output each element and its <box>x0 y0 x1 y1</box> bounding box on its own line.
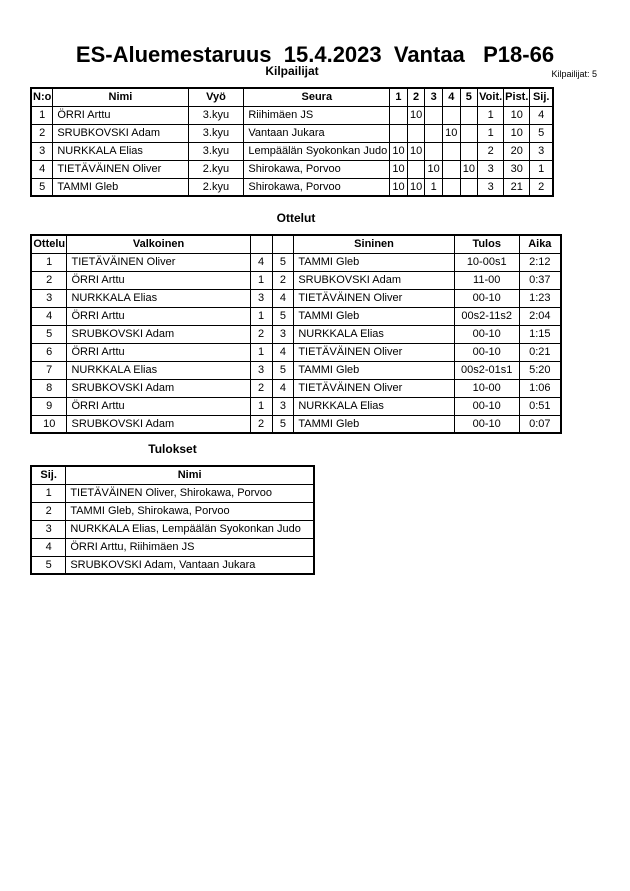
white-competitor-number: 2 <box>250 379 272 397</box>
match-number: 1 <box>31 253 67 271</box>
blue-competitor-name: NURKKALA Elias <box>294 325 454 343</box>
match-row <box>31 397 561 415</box>
section-title-tulokset: Tulokset <box>148 442 197 456</box>
results-table <box>30 465 315 575</box>
result-row <box>31 538 314 556</box>
match-number: 3 <box>31 289 67 307</box>
match-time: 2:12 <box>519 253 561 271</box>
score-vs-4 <box>442 160 460 178</box>
blue-competitor-name: TAMMI Gleb <box>294 307 454 325</box>
match-result: 10-00s1 <box>454 253 519 271</box>
result-place: 3 <box>31 520 66 538</box>
match-time: 2:04 <box>519 307 561 325</box>
match-row <box>31 271 561 289</box>
score-vs-2 <box>407 160 425 178</box>
result-name: NURKKALA Elias, Lempäälän Syokonkan Judo <box>66 520 314 538</box>
blue-competitor-number: 4 <box>272 289 294 307</box>
score-vs-4: 10 <box>442 124 460 142</box>
competitor-points: 21 <box>504 178 530 196</box>
competitor-club: Vantaan Jukara <box>244 124 390 142</box>
match-number: 9 <box>31 397 67 415</box>
match-result: 00-10 <box>454 343 519 361</box>
white-competitor-name: SRUBKOVSKI Adam <box>67 415 250 433</box>
column-header-blue: Sininen <box>294 235 454 253</box>
column-header-opp5: 5 <box>460 88 478 106</box>
score-vs-3 <box>425 106 443 124</box>
match-time: 5:20 <box>519 361 561 379</box>
blue-competitor-name: TIETÄVÄINEN Oliver <box>294 379 454 397</box>
competitor-row <box>31 124 553 142</box>
section-title-ottelut: Ottelut <box>276 211 316 225</box>
match-result: 11-00 <box>454 271 519 289</box>
competitor-place: 2 <box>530 178 553 196</box>
white-competitor-name: ÖRRI Arttu <box>67 343 250 361</box>
match-row <box>31 379 561 397</box>
result-place: 1 <box>31 484 66 502</box>
white-competitor-name: SRUBKOVSKI Adam <box>67 379 250 397</box>
blue-competitor-number: 5 <box>272 415 294 433</box>
column-header-result: Tulos <box>454 235 519 253</box>
blue-competitor-name: TIETÄVÄINEN Oliver <box>294 289 454 307</box>
blue-competitor-number: 3 <box>272 325 294 343</box>
score-vs-1: 10 <box>390 142 408 160</box>
match-number: 4 <box>31 307 67 325</box>
blue-competitor-name: TAMMI Gleb <box>294 415 454 433</box>
score-vs-4 <box>442 142 460 160</box>
result-place: 5 <box>31 556 66 574</box>
competitor-place: 5 <box>530 124 553 142</box>
column-header-match: Ottelu <box>31 235 67 253</box>
match-row <box>31 361 561 379</box>
column-header-blue-number <box>272 235 294 253</box>
competitor-wins: 3 <box>478 160 504 178</box>
competitor-belt: 3.kyu <box>188 124 244 142</box>
match-result: 00s2-11s2 <box>454 307 519 325</box>
column-header-place: Sij. <box>530 88 553 106</box>
blue-competitor-name: SRUBKOVSKI Adam <box>294 271 454 289</box>
section-matches <box>30 211 562 434</box>
matches-header-row <box>31 235 561 253</box>
blue-competitor-name: NURKKALA Elias <box>294 397 454 415</box>
column-header-opp2: 2 <box>407 88 425 106</box>
competitor-wins: 3 <box>478 178 504 196</box>
match-time: 0:51 <box>519 397 561 415</box>
blue-competitor-name: TAMMI Gleb <box>294 253 454 271</box>
match-time: 1:06 <box>519 379 561 397</box>
competitor-belt: 3.kyu <box>188 106 244 124</box>
score-vs-2: 10 <box>407 142 425 160</box>
column-header-club: Seura <box>244 88 390 106</box>
white-competitor-number: 2 <box>250 325 272 343</box>
score-vs-1: 10 <box>390 178 408 196</box>
competitors-header-row <box>31 88 553 106</box>
white-competitor-number: 1 <box>250 271 272 289</box>
match-time: 0:37 <box>519 271 561 289</box>
white-competitor-name: NURKKALA Elias <box>67 361 250 379</box>
white-competitor-name: ÖRRI Arttu <box>67 271 250 289</box>
match-time: 1:15 <box>519 325 561 343</box>
score-vs-1 <box>390 124 408 142</box>
match-number: 10 <box>31 415 67 433</box>
result-name: TAMMI Gleb, Shirokawa, Porvoo <box>66 502 314 520</box>
match-time: 1:23 <box>519 289 561 307</box>
blue-competitor-number: 5 <box>272 361 294 379</box>
competitor-name: TAMMI Gleb <box>53 178 188 196</box>
match-number: 8 <box>31 379 67 397</box>
score-vs-5 <box>460 142 478 160</box>
blue-competitor-number: 5 <box>272 307 294 325</box>
competitor-name: NURKKALA Elias <box>53 142 188 160</box>
column-header-wins: Voit. <box>478 88 504 106</box>
result-place: 4 <box>31 538 66 556</box>
competitor-number: 5 <box>31 178 53 196</box>
match-result: 00-10 <box>454 325 519 343</box>
competitor-points: 20 <box>504 142 530 160</box>
match-row <box>31 343 561 361</box>
white-competitor-number: 3 <box>250 289 272 307</box>
match-number: 7 <box>31 361 67 379</box>
column-header-opp3: 3 <box>425 88 443 106</box>
competitor-number: 1 <box>31 106 53 124</box>
match-time: 0:21 <box>519 343 561 361</box>
match-result: 00s2-01s1 <box>454 361 519 379</box>
score-vs-3 <box>425 142 443 160</box>
competitor-name: SRUBKOVSKI Adam <box>53 124 188 142</box>
match-row <box>31 307 561 325</box>
competitor-club: Shirokawa, Porvoo <box>244 178 390 196</box>
competitor-wins: 2 <box>478 142 504 160</box>
score-vs-2: 10 <box>407 106 425 124</box>
white-competitor-name: ÖRRI Arttu <box>67 397 250 415</box>
match-row <box>31 415 561 433</box>
competitor-club: Riihimäen JS <box>244 106 390 124</box>
competitor-wins: 1 <box>478 124 504 142</box>
competitor-belt: 2.kyu <box>188 160 244 178</box>
column-header-time: Aika <box>519 235 561 253</box>
competitors-table <box>30 87 554 197</box>
match-number: 2 <box>31 271 67 289</box>
competitor-points: 30 <box>504 160 530 178</box>
match-row <box>31 325 561 343</box>
white-competitor-number: 1 <box>250 397 272 415</box>
score-vs-5 <box>460 178 478 196</box>
competitor-row <box>31 160 553 178</box>
blue-competitor-name: TIETÄVÄINEN Oliver <box>294 343 454 361</box>
section-title-kilpailijat: Kilpailijat <box>265 64 319 78</box>
result-name: SRUBKOVSKI Adam, Vantaan Jukara <box>66 556 314 574</box>
competitor-name: TIETÄVÄINEN Oliver <box>53 160 188 178</box>
white-competitor-name: TIETÄVÄINEN Oliver <box>67 253 250 271</box>
column-header-name: Nimi <box>53 88 188 106</box>
white-competitor-number: 2 <box>250 415 272 433</box>
result-row <box>31 502 314 520</box>
competitor-number: 3 <box>31 142 53 160</box>
match-row <box>31 289 561 307</box>
result-row <box>31 556 314 574</box>
competitor-club: Lempäälän Syokonkan Judo <box>244 142 390 160</box>
match-result: 00-10 <box>454 415 519 433</box>
results-header-row <box>31 466 314 484</box>
score-vs-1 <box>390 106 408 124</box>
result-name: TIETÄVÄINEN Oliver, Shirokawa, Porvoo <box>66 484 314 502</box>
blue-competitor-number: 4 <box>272 379 294 397</box>
score-vs-3 <box>425 124 443 142</box>
competitor-number: 2 <box>31 124 53 142</box>
match-result: 10-00 <box>454 379 519 397</box>
competitor-row <box>31 106 553 124</box>
white-competitor-name: ÖRRI Arttu <box>67 307 250 325</box>
competitors-count-label: Kilpailijat: 5 <box>551 69 597 79</box>
column-header-name: Nimi <box>66 466 314 484</box>
competitor-points: 10 <box>504 106 530 124</box>
white-competitor-number: 3 <box>250 361 272 379</box>
column-header-points: Pist. <box>504 88 530 106</box>
competitor-row <box>31 178 553 196</box>
score-vs-3: 10 <box>425 160 443 178</box>
blue-competitor-number: 4 <box>272 343 294 361</box>
competitor-place: 3 <box>530 142 553 160</box>
score-vs-4 <box>442 106 460 124</box>
score-vs-2 <box>407 124 425 142</box>
column-header-white: Valkoinen <box>67 235 250 253</box>
score-vs-1: 10 <box>390 160 408 178</box>
column-header-place: Sij. <box>31 466 66 484</box>
competitor-wins: 1 <box>478 106 504 124</box>
column-header-opp4: 4 <box>442 88 460 106</box>
match-time: 0:07 <box>519 415 561 433</box>
score-vs-5: 10 <box>460 160 478 178</box>
result-place: 2 <box>31 502 66 520</box>
blue-competitor-number: 2 <box>272 271 294 289</box>
score-vs-3: 1 <box>425 178 443 196</box>
match-row <box>31 253 561 271</box>
competitor-place: 1 <box>530 160 553 178</box>
column-header-white-number <box>250 235 272 253</box>
white-competitor-number: 1 <box>250 343 272 361</box>
score-vs-5 <box>460 124 478 142</box>
match-number: 6 <box>31 343 67 361</box>
blue-competitor-number: 5 <box>272 253 294 271</box>
result-row <box>31 520 314 538</box>
match-result: 00-10 <box>454 397 519 415</box>
white-competitor-number: 1 <box>250 307 272 325</box>
blue-competitor-number: 3 <box>272 397 294 415</box>
page-title: ES-Aluemestaruus 15.4.2023 Vantaa P18-66 <box>75 42 555 67</box>
blue-competitor-name: TAMMI Gleb <box>294 361 454 379</box>
score-vs-2: 10 <box>407 178 425 196</box>
competitor-place: 4 <box>530 106 553 124</box>
section-competitors <box>30 64 554 197</box>
competitor-row <box>31 142 553 160</box>
competitor-club: Shirokawa, Porvoo <box>244 160 390 178</box>
score-vs-4 <box>442 178 460 196</box>
competitor-name: ÖRRI Arttu <box>53 106 188 124</box>
competitor-belt: 2.kyu <box>188 178 244 196</box>
score-vs-5 <box>460 106 478 124</box>
match-result: 00-10 <box>454 289 519 307</box>
column-header-opp1: 1 <box>390 88 408 106</box>
column-header-no: N:o <box>31 88 53 106</box>
competitor-belt: 3.kyu <box>188 142 244 160</box>
match-number: 5 <box>31 325 67 343</box>
section-results <box>30 442 315 575</box>
result-name: ÖRRI Arttu, Riihimäen JS <box>66 538 314 556</box>
white-competitor-name: SRUBKOVSKI Adam <box>67 325 250 343</box>
result-row <box>31 484 314 502</box>
white-competitor-number: 4 <box>250 253 272 271</box>
white-competitor-name: NURKKALA Elias <box>67 289 250 307</box>
competitor-number: 4 <box>31 160 53 178</box>
competitor-points: 10 <box>504 124 530 142</box>
matches-table <box>30 234 562 434</box>
column-header-belt: Vyö <box>188 88 244 106</box>
